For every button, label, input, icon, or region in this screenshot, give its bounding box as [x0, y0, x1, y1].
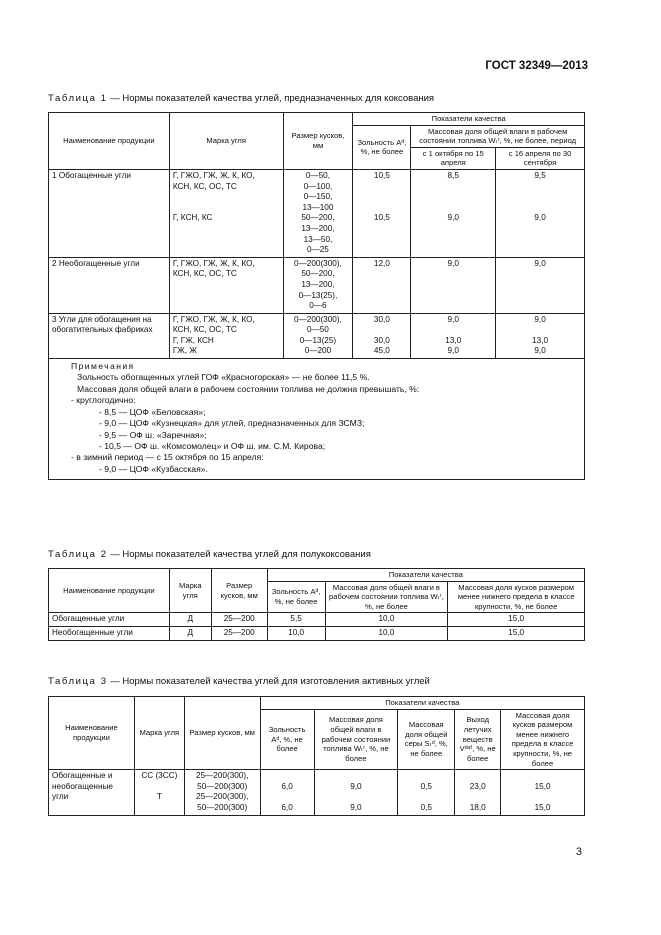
t2-r2-fines: 15,0	[448, 626, 585, 640]
t1-r3-size: 0—200(300), 0—50 0—13(25) 0—200	[283, 313, 353, 358]
t2-r1-fines: 15,0	[448, 613, 585, 627]
t1-r2-brand: Г, ГЖО, ГЖ, Ж, К, КО, КСН, КС, ОС, ТС	[169, 257, 283, 313]
t2-head-brand: Марка угля	[169, 569, 211, 613]
t1-r3-m2: 9,0 13,0 9,0	[496, 313, 585, 358]
t2-head-fines: Массовая доля кусков размером менее нижнего предела в классе крупности, %, не более	[448, 581, 585, 613]
t1-r1-brand: Г, ГЖО, ГЖ, Ж, К, КО, КСН, КС, ОС, ТС Г, КСН, КС	[169, 169, 283, 257]
t1-head-period1: с 1 октября по 15 апреля	[411, 147, 496, 169]
t2-r1-moisture: 10,0	[325, 613, 448, 627]
t3-r1-moisture: 9,0 9,0	[314, 770, 398, 815]
t1-head-moisture: Массовая доля общей влаги в рабочем состоянии топлива Wₜʳ, %, не более, период	[411, 125, 585, 147]
t1-head-ash: Зольность Aᵈ, %, не более	[353, 125, 411, 169]
t3-head-quality: Показатели качества	[260, 697, 584, 710]
t1-r1-size: 0—50, 0—100, 0—150, 13—100 50—200, 13—200, 13—50, 0—25	[283, 169, 353, 257]
t3-r1-sulfur: 0,5 0,5	[398, 770, 455, 815]
note-line: - 9,0 — ЦОФ «Кузнецкая» для углей, предназначенных для ЗСМЗ;	[99, 418, 365, 429]
table2	[48, 568, 585, 641]
t2-r1-product: Обогащенные угли	[49, 613, 170, 627]
t2-r1-size: 25—200	[211, 613, 267, 627]
t2-r2-moisture: 10,0	[325, 626, 448, 640]
t1-r2-size: 0—200(300), 50—200, 13—200, 0—13(25), 0—6	[283, 257, 353, 313]
t2-head-ash: Зольность Aᵈ, %, не более	[267, 581, 325, 613]
t1-r3-brand: Г, ГЖО, ГЖ, Ж, К, КО, КСН, КС, ОС, ТС Г, ГЖ, КСН ГЖ, Ж	[169, 313, 283, 358]
t1-r1-m1: 8,5 9,0	[411, 169, 496, 257]
table1-notes	[49, 359, 585, 480]
note-line: - круглогодично:	[71, 395, 136, 406]
t1-r3-product: 3 Угли для обогащения на обогатительных фабриках	[49, 313, 170, 358]
table2-caption-text: — Нормы показателей качества углей для полукоксования	[107, 549, 371, 560]
t1-r1-m2: 9,5 9,0	[496, 169, 585, 257]
table2-caption-label: Таблица 2	[48, 549, 108, 560]
notes-title: Примечания	[71, 361, 135, 372]
t3-head-moisture: Массовая доля общей влаги в рабочем состоянии топлива Wₜʳ, %, не более	[314, 709, 398, 770]
t3-head-product: Наименование продукции	[49, 697, 135, 770]
t1-head-quality: Показатели качества	[353, 113, 585, 126]
t3-r1-ash: 6,0 6,0	[260, 770, 314, 815]
t1-r2-ash: 12,0	[353, 257, 411, 313]
t3-r1-brand: СС (3СС) Т	[134, 770, 184, 815]
t1-r3-m1: 9,0 13,0 9,0	[411, 313, 496, 358]
t2-r2-size: 25—200	[211, 626, 267, 640]
t1-r2-product: 2 Необогащенные угли	[49, 257, 170, 313]
t2-head-size: Размер кусков, мм	[211, 569, 267, 613]
table1-caption	[48, 93, 434, 104]
t1-r1-ash: 10,5 10,5	[353, 169, 411, 257]
t2-r1-ash: 5,5	[267, 613, 325, 627]
t1-r1-product: 1 Обогащенные угли	[49, 169, 170, 257]
t3-head-volatile: Выход летучих веществ Vᵈᵃᶠ, %, не более	[455, 709, 501, 770]
t1-head-product: Наименование продукции	[49, 113, 170, 170]
page-number: 3	[575, 846, 582, 858]
t1-head-size: Размер кусков, мм	[283, 113, 353, 170]
t3-r1-size: 25—200(300), 50—200(300) 25—200(300), 50—200(300)	[184, 770, 260, 815]
table-row	[49, 613, 585, 627]
note-line: Зольность обогащенных углей ГОФ «Красногорская» — не более 11,5 %.	[77, 372, 370, 383]
t2-r2-ash: 10,0	[267, 626, 325, 640]
t3-r1-volatile: 23,0 18,0	[455, 770, 501, 815]
table-row	[49, 169, 585, 257]
t1-head-period2: с 16 апреля по 30 сентября	[496, 147, 585, 169]
table3-caption-label: Таблица 3	[48, 676, 108, 687]
t1-head-brand: Марка угля	[169, 113, 283, 170]
t3-r1-fines: 15,0 15,0	[501, 770, 585, 815]
note-line: - в зимний период — с 15 октября по 15 апреля:	[71, 452, 264, 463]
t3-head-ash: Зольность Aᵈ, %, не более	[260, 709, 314, 770]
t3-head-brand: Марка угля	[134, 697, 184, 770]
t3-head-fines: Массовая доля кусков размером менее нижнего предела в классе крупности, %, не более	[501, 709, 585, 770]
table-row	[49, 626, 585, 640]
table-row	[49, 313, 585, 358]
table1-caption-label: Таблица 1	[48, 93, 108, 104]
t2-r2-brand: Д	[169, 626, 211, 640]
note-line: Массовая доля общей влаги в рабочем состоянии топлива не должна превышать, %:	[77, 383, 420, 394]
table3	[48, 696, 585, 816]
t1-r2-m2: 9,0	[496, 257, 585, 313]
note-line: - 9,0 — ЦОФ «Кузбасская».	[99, 463, 208, 474]
table3-caption	[48, 676, 430, 687]
t3-r1-product: Обогащенные и необогащенные угли	[49, 770, 135, 815]
t2-r1-brand: Д	[169, 613, 211, 627]
table2-caption	[48, 549, 371, 560]
t3-head-sulfur: Массовая доля общей серы Sₜᵈ, %, не более	[398, 709, 455, 770]
table1	[48, 112, 585, 480]
table3-caption-text: — Нормы показателей качества углей для изготовления активных углей	[107, 676, 430, 687]
t2-head-moisture: Массовая доля общей влаги в рабочем состоянии топлива Wₜʳ, %, не более	[325, 581, 448, 613]
t2-head-quality: Показатели качества	[267, 569, 584, 582]
note-line: - 9,5 — ОФ ш. «Заречная»;	[99, 429, 207, 440]
t3-head-size: Размер кусков, мм	[184, 697, 260, 770]
table-row	[49, 770, 585, 815]
note-line: - 8,5 — ЦОФ «Беловская»;	[99, 406, 206, 417]
t1-r2-m1: 9,0	[411, 257, 496, 313]
note-line: - 10,5 — ОФ ш. «Комсомолец» и ОФ ш. им. С.М. Кирова;	[99, 440, 326, 451]
standard-header: ГОСТ 32349—2013	[485, 60, 588, 72]
table-row	[49, 257, 585, 313]
table1-caption-text: — Нормы показателей качества углей, предназначенных для коксования	[107, 93, 435, 104]
t2-head-product: Наименование продукции	[49, 569, 170, 613]
t2-r2-product: Необогащенные угли	[49, 626, 170, 640]
t1-r3-ash: 30,0 30,0 45,0	[353, 313, 411, 358]
